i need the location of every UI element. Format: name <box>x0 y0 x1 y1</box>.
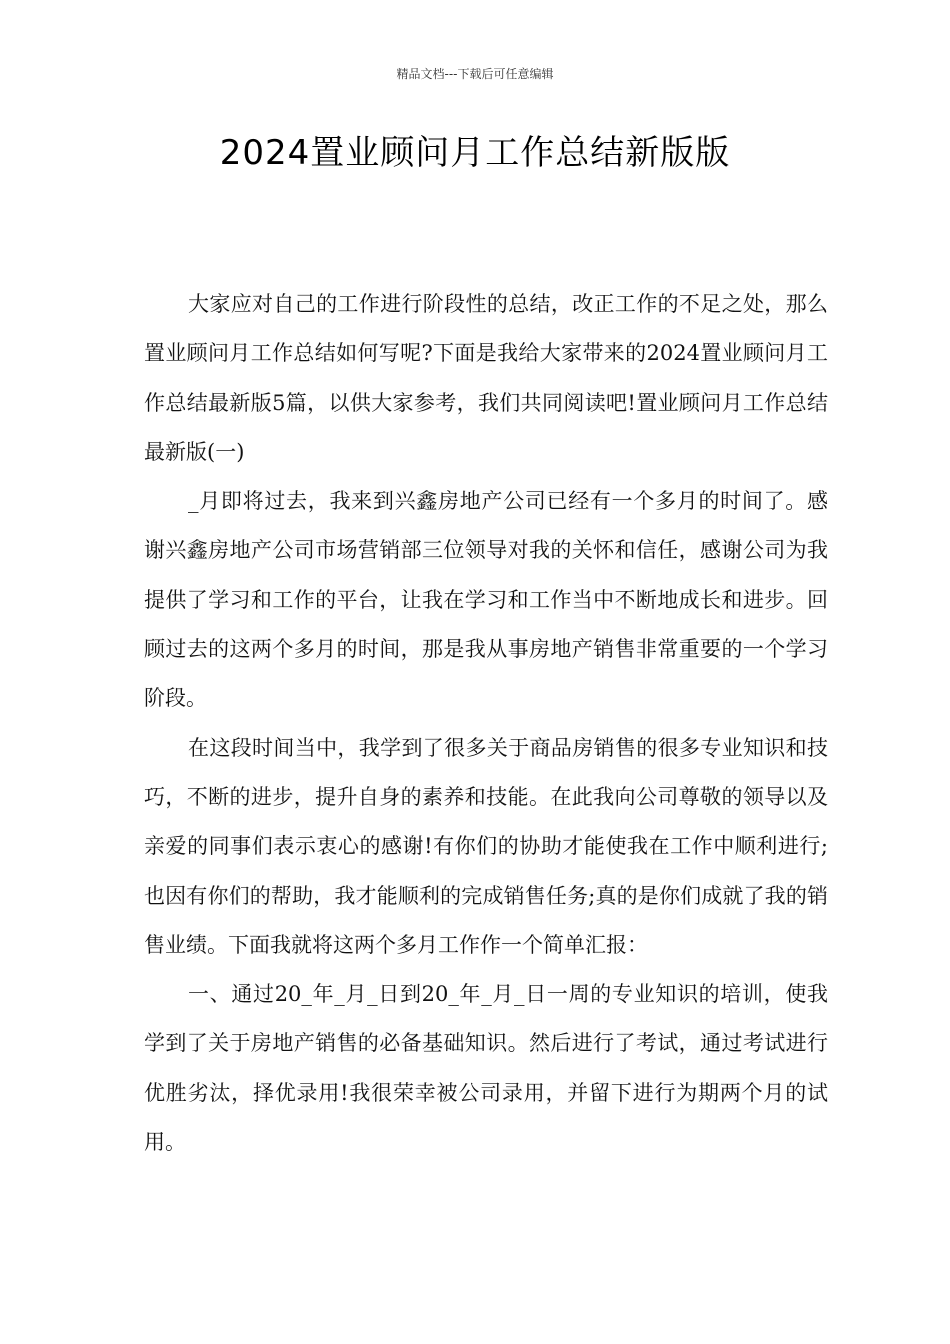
document-title: 2024置业顾问月工作总结新版版 <box>219 133 731 173</box>
paragraph-training: 一、通过20_年_月_日到20_年_月_日一周的专业知识的培训，使我学到了关于房地产销售的必备基础知识。然后进行了考试，通过考试进行优胜劣汰，择优录用!我很荣幸被公司录用，并留下进行为期两个月的试用。 <box>144 982 828 1155</box>
paragraph-learning: 在这段时间当中，我学到了很多关于商品房销售的很多专业知识和技巧，不断的进步，提升自身的素养和技能。在此我向公司尊敬的领导以及亲爱的同事们表示衷心的感谢!有你们的协助才能使我在工作中顺利进行;也因有你们的帮助，我才能顺利的完成销售任务;真的是你们成就了我的销售业绩。下面我就将这两个多月工作作一个简单汇报： <box>144 735 828 957</box>
paragraph-intro: 大家应对自己的工作进行阶段性的总结，改正工作的不足之处，那么置业顾问月工作总结如何写呢?下面是我给大家带来的2024置业顾问月工作总结最新版5篇，以供大家参考，我们共同阅读吧!置业顾问月工作总结最新版(一) <box>144 292 828 464</box>
paragraph-gratitude: _月即将过去，我来到兴鑫房地产公司已经有一个多月的时间了。感谢兴鑫房地产公司市场营销部三位领导对我的关怀和信任，感谢公司为我提供了学习和工作的平台，让我在学习和工作当中不断地成长和进步。回顾过去的这两个多月的时间，那是我从事房地产销售非常重要的一个学习阶段。 <box>144 489 828 711</box>
document-body <box>144 280 828 1167</box>
header-note: 精品文档---下载后可任意编辑 <box>396 67 554 81</box>
